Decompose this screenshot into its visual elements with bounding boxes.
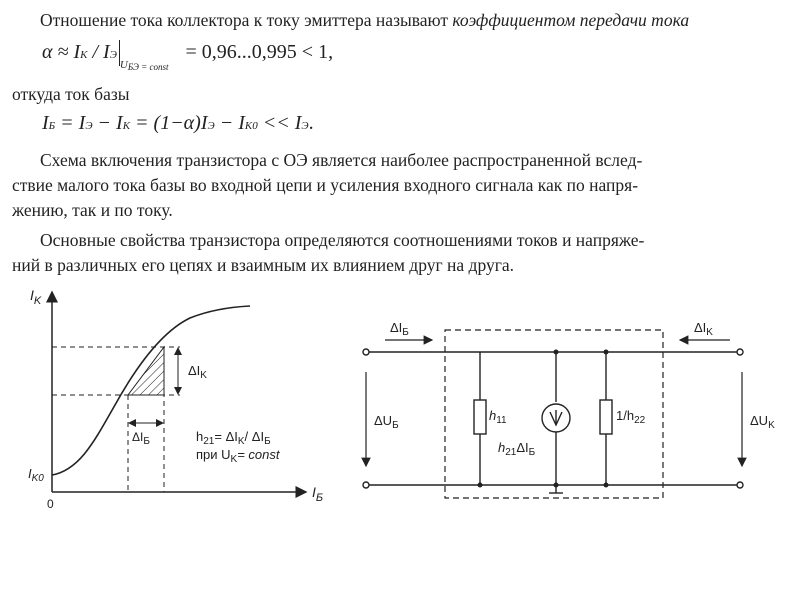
eq2-mid1: = I	[55, 112, 86, 134]
eq1-div: / I	[87, 41, 110, 63]
ik0-label: $I_{K0}$	[28, 466, 44, 484]
eq2-e1: Э	[85, 120, 93, 132]
transfer-graph	[52, 292, 306, 492]
eq1-cond: U	[119, 59, 128, 71]
x-axis-label: $I_Б$	[312, 484, 324, 504]
terminal-out-bottom	[737, 482, 743, 488]
h21-formula-line-1: $h_{21}= \Delta I_K/$ $\Delta I_Б$	[196, 429, 271, 447]
equivalent-circuit	[363, 330, 743, 498]
y-axis-label: $I_K$	[30, 287, 42, 307]
eq2-mid4: − I	[214, 112, 245, 134]
p4-l2: ний в различных его цепях и взаимным их влиянием друг на друга.	[12, 255, 515, 275]
p3-l2: ствие малого тока базы во входной цепи и усиления входного сигнала как по напря-	[12, 175, 639, 195]
graph-labels	[28, 287, 323, 511]
input-current-label: $\Delta I_Б$	[390, 320, 409, 338]
delta-ib-label: $\Delta I_Б$	[132, 430, 150, 447]
eq2-mid5: << I	[257, 112, 302, 134]
circuit-labels	[374, 320, 775, 458]
eq1-right: = 0,96...0,995 < 1,	[185, 41, 334, 63]
eq2-e3: Э	[301, 120, 309, 132]
paragraph-2-text: откуда ток базы	[12, 84, 130, 104]
output-current-label: $\Delta I_K$	[694, 320, 713, 338]
eq2-end: .	[308, 112, 314, 134]
h21-formula-line-2: при $U_K=$ const	[196, 447, 280, 465]
terminal-out-top	[737, 349, 743, 355]
output-voltage-label: $\Delta U_K$	[750, 413, 775, 431]
eq1-left: α ≈ I	[42, 41, 81, 63]
h22-label: $1/h_{22}$	[616, 408, 646, 426]
delta-ik-label: $\Delta I_K$	[188, 363, 207, 381]
current-source-label: $h_{21}\Delta I_Б$	[498, 440, 536, 458]
hatched-triangle	[128, 347, 164, 395]
eq2-b: Б	[48, 120, 56, 132]
paragraph-1-text: Отношение тока коллектора к току эмиттера называют	[40, 10, 449, 30]
p4-l1: Основные свойства транзистора определяются соотношениями токов и напряже-	[40, 230, 645, 250]
eq1-k: K	[80, 49, 88, 61]
h11-resistor	[474, 400, 486, 434]
input-voltage-label: $\Delta U_Б$	[374, 413, 399, 431]
eq2-k: K	[122, 120, 131, 132]
h11-label: $h_{11}$	[489, 408, 507, 426]
origin-label: 0	[47, 497, 54, 511]
paragraph-1-italic: коэффициентом передачи тока	[452, 10, 690, 30]
p3-l1: Схема включения транзистора с ОЭ является наиболее распространенной вслед-	[40, 150, 643, 170]
eq1-cond-sub: БЭ = const	[127, 62, 169, 72]
h22-resistor	[600, 400, 612, 434]
eq2-k0: K0	[244, 120, 258, 132]
eq2-e2: Э	[207, 120, 215, 132]
terminal-in-bottom	[363, 482, 369, 488]
p3-l3: жению, так и по току.	[12, 200, 173, 220]
eq2-mid3: = (1−α)I	[130, 112, 208, 134]
eq2-ib: I	[42, 112, 49, 134]
terminal-in-top	[363, 349, 369, 355]
eq1-e: Э	[109, 49, 117, 61]
eq2-mid2: − I	[92, 112, 123, 134]
